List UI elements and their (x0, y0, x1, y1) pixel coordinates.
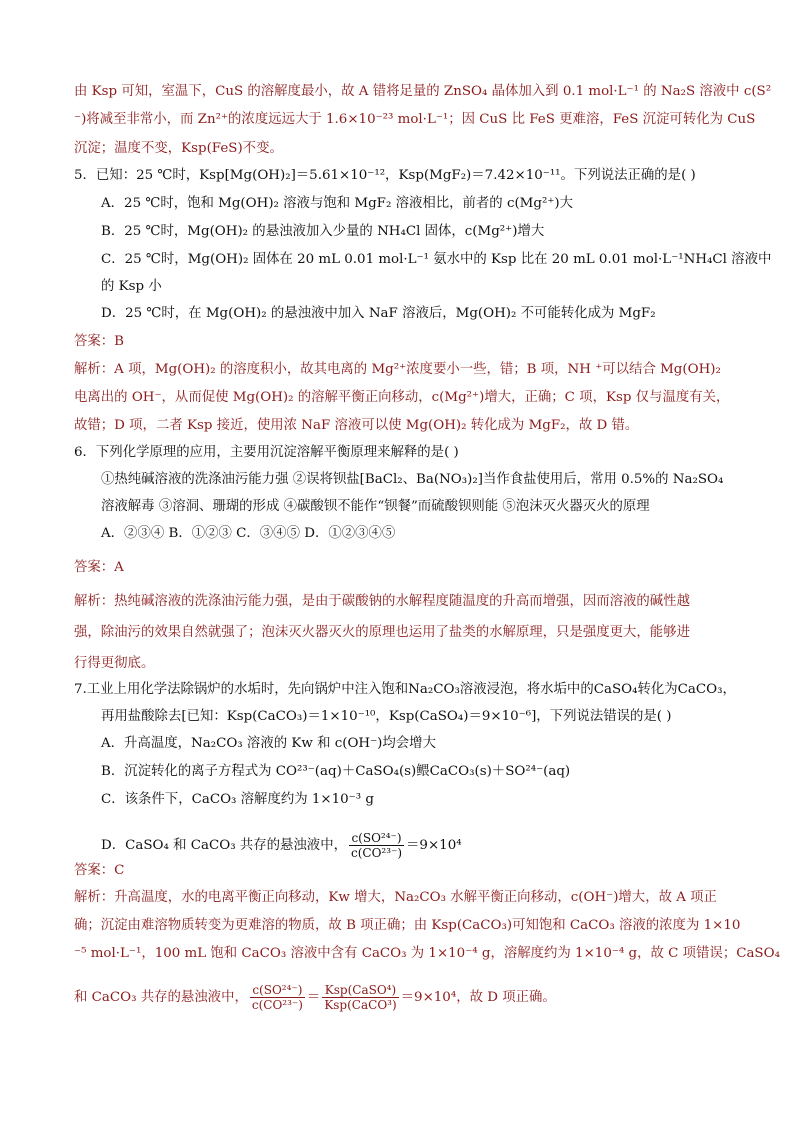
text-line-p1l2: ⁻)将减至非常小，而 Zn²⁺的浓度远远大于 1.6×10⁻²³ mol·L⁻¹；因 CuS 比 FeS 更难溶，FeS 沉淀可转化为 CuS (74, 112, 756, 127)
text-line-q7c: C．该条件下，CaCO₃ 溶解度约为 1×10⁻³ g (101, 792, 374, 807)
text-line-q5c2: 的 Ksp 小 (101, 279, 162, 294)
text-line-q5c1: C．25 ℃时，Mg(OH)₂ 固体在 20 mL 0.01 mol·L⁻¹ 氨水中的 Ksp 比在 20 mL 0.01 mol·L⁻¹NH₄Cl 溶液中 (101, 252, 772, 267)
text-line-e5l2: 电离出的 OH⁻，从而促使 Mg(OH)₂ 的溶解平衡正向移动，c(Mg²⁺)增大，正确；C 项，Ksp 仅与温度有关， (74, 390, 730, 405)
text-line-e7l1: 解析：升高温度，水的电离平衡正向移动，Kw 增大，Na₂CO₃ 水解平衡正向移动，c(OH⁻)增大，故 A 项正 (74, 890, 717, 905)
text-line-a6: 答案：A (74, 560, 124, 575)
text-line-a5: 答案：B (74, 334, 125, 349)
fraction-numerator: c(SO²⁴⁻) (250, 983, 305, 998)
text-line-q7b: B．沉淀转化的离子方程式为 CO²³⁻(aq)＋CaSO₄(s)鳂CaCO₃(s)＋SO²⁴⁻(aq) (101, 764, 571, 779)
concentration-ratio-fraction (349, 831, 404, 860)
text-line-q6s2: 溶液解毒 ③溶洞、珊瑚的形成 ④碳酸钡不能作“钡餐”而硫酸钡则能 ⑤泡沫灭火器灭火的原理 (101, 499, 650, 514)
text-line-q6: 6．下列化学原理的应用，主要用沉淀溶解平衡原理来解释的是( ) (74, 445, 459, 460)
text-line-e5l1: 解析：A 项，Mg(OH)₂ 的溶度积小，故其电离的 Mg²⁺浓度要小一些，错；B 项，NH ⁺可以结合 Mg(OH)₂ (74, 362, 721, 377)
text-line-q7l2: 再用盐酸除去[已知：Ksp(CaCO₃)＝1×10⁻¹⁰，Ksp(CaSO₄)＝9×10⁻⁶]，下列说法错误的是( ) (101, 709, 672, 724)
text-line-e6l3: 行得更彻底。 (74, 656, 155, 671)
text-line-p1l3: 沉淀；温度不变，Ksp(FeS)不变。 (74, 141, 283, 156)
option-d-suffix: ＝9×10⁴ (406, 838, 462, 853)
text-line-e5l3: 故错；D 项，二者 Ksp 接近，使用浓 NaF 溶液可以使 Mg(OH)₂ 转化成为 MgF₂，故 D 错。 (74, 418, 639, 433)
fraction-numerator: c(SO²⁴⁻) (349, 831, 404, 846)
text-line-e6l1: 解析：热纯碱溶液的洗涤油污能力强，是由于碳酸钠的水解程度随温度的升高而增强，因而溶液的碱性越 (74, 594, 690, 609)
text-line-q5a: A．25 ℃时，饱和 Mg(OH)₂ 溶液与饱和 MgF₂ 溶液相比，前者的 c(Mg²⁺)大 (101, 196, 574, 211)
explanation-7-line-4 (74, 978, 556, 1018)
option-d-prefix: D．CaSO₄ 和 CaCO₃ 共存的悬浊液中， (101, 838, 347, 853)
text-line-e7l2: 确；沉淀由难溶物质转变为更难溶的物质，故 B 项正确；由 Ksp(CaCO₃)可知饱和 CaCO₃ 溶液的浓度为 1×10 (74, 918, 741, 933)
text-line-q5b: B．25 ℃时，Mg(OH)₂ 的悬浊液加入少量的 NH₄Cl 固体，c(Mg²⁺)增大 (101, 224, 545, 239)
equals-sign: ＝ (306, 990, 321, 1005)
ksp-ratio-fraction (322, 983, 398, 1012)
text-line-q6o: A．②③④ B．①②③ C．③④⑤ D．①②③④⑤ (101, 526, 396, 541)
text-line-a7: 答案：C (74, 863, 125, 878)
fraction-denominator: Ksp(CaCO³) (324, 998, 397, 1012)
text-line-q7a: A．升高温度，Na₂CO₃ 溶液的 Kw 和 c(OH⁻)均会增大 (101, 736, 436, 751)
explanation-suffix: ＝9×10⁴，故 D 项正确。 (400, 990, 556, 1005)
text-line-q5: 5．已知：25 ℃时，Ksp[Mg(OH)₂]＝5.61×10⁻¹²，Ksp(MgF₂)＝7.42×10⁻¹¹。下列说法正确的是( ) (74, 168, 696, 183)
text-line-q6s1: ①热纯碱溶液的洗涤油污能力强 ②误将钡盐[BaCl₂、Ba(NO₃)₂]当作食盐使用后，常用 0.5%的 Na₂SO₄ (101, 472, 724, 487)
explanation-prefix: 和 CaCO₃ 共存的悬浊液中， (74, 990, 248, 1005)
question-7-option-d (101, 826, 462, 866)
text-line-e6l2: 强，除油污的效果自然就强了；泡沫灭火器灭火的原理也运用了盐类的水解原理，只是强度更大，能够进 (74, 625, 690, 640)
fraction-denominator: c(CO²³⁻) (350, 846, 403, 860)
text-line-q7l1: 7.工业上用化学法除锅炉的水垢时，先向锅炉中注入饱和Na₂CO₃溶液浸泡，将水垢中的CaSO₄转化为CaCO₃， (74, 682, 736, 697)
fraction-numerator: Ksp(CaSO⁴) (322, 983, 398, 998)
text-line-e7l3: ⁻⁵ mol·L⁻¹，100 mL 饱和 CaCO₃ 溶液中含有 CaCO₃ 为 1×10⁻⁴ g，溶解度约为 1×10⁻⁴ g，故 C 项错误；CaSO₄ (74, 946, 780, 961)
concentration-ratio-fraction (250, 983, 305, 1012)
text-line-p1l1: 由 Ksp 可知，室温下，CuS 的溶解度最小，故 A 错将足量的 ZnSO₄ 晶体加入到 0.1 mol·L⁻¹ 的 Na₂S 溶液中 c(S² (74, 84, 772, 99)
text-line-q5d: D．25 ℃时，在 Mg(OH)₂ 的悬浊液中加入 NaF 溶液后，Mg(OH)₂ 不可能转化成为 MgF₂ (101, 306, 656, 321)
fraction-denominator: c(CO²³⁻) (251, 998, 303, 1012)
